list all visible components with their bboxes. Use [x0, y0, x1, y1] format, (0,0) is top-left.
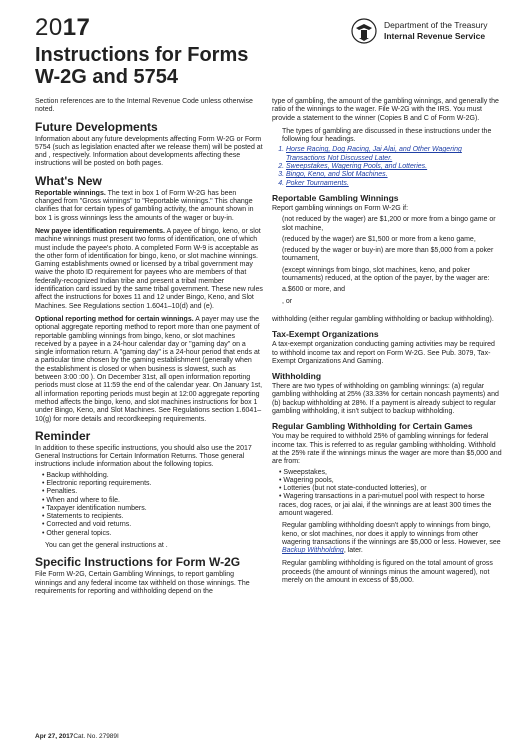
tax-exempt-text: A tax-exempt organization conducting gaming activities may be required to withhold income tax and report on Form W-2G. See Pub. 3079, Tax-Exempt Organizations And Gaming. [272, 341, 495, 365]
regular-withholding-text: You may be required to withhold 25% of gambling winnings for federal income tax. This is referred to as regular gambling withholding. Withhold at the 25% rate if the winnings minus the wager are more than $5,000 and are from: [272, 433, 502, 466]
list-item: • Corrected and void returns. [42, 521, 263, 529]
title-line-1: Instructions for Forms [35, 44, 249, 66]
list-item: • When and where to file. [42, 497, 263, 505]
gambling-type-link[interactable]: 3. Bingo, Keno, and Slot Machines. [286, 171, 502, 179]
agency-department: Department of the Treasury [384, 20, 488, 30]
future-developments-text: Information about any future developments affecting Form W-2G or Form 5754 (such as legislation enacted after we release them) will be posted at and , respectively. Information about developments affecting these instructions will be posted on both pages. [35, 135, 263, 168]
withholding-heading: Withholding [272, 371, 322, 382]
list-item: • Taxpayer identification numbers. [42, 505, 263, 513]
gambling-types-list [286, 146, 502, 187]
rule-bingo: (not reduced by the wager) are $1,200 or more from a bingo game or slot machine, [282, 216, 496, 232]
agency-irs: Internal Revenue Service [384, 31, 486, 41]
optional-reporting-paragraph: Optional reporting method for certain winnings. A payer may use the optional aggregate reporting method to report more than one payment of reportable gambling winnings from bingo, keno, or slot machines received by a payee in a 24-hour calendar day or "gaming day" on a single information return. A "gaming day" is a 24-hour period that ends at a particular time chosen by the gaming establishment (generally when the establishment is closed or when business is slowest, such as between 3:00 :00 ). On December 31st, all open information reporting periods must close at 11:59 the end of the calendar year. On January 1st, all information reporting periods must begin at 12:00 aggregate reporting method affects the bingo, keno, and slot machines instructions for box 1 under Bingo, Keno, and Slot Machines. See Regulations section 1.6041–10(g) for more details and recordkeeping requirements. [35, 315, 263, 423]
right-column [272, 98, 502, 590]
reminder-text: In addition to these specific instructions, you should also use the 2017 General Instructions for Certain Information Returns. Those general instructions include information about the following topics. [35, 444, 252, 469]
list-item: • Other general topics. [42, 530, 263, 538]
future-developments-heading: Future Developments [35, 119, 158, 134]
withholding-tail: withholding (either regular gambling withholding or backup withholding). [272, 315, 494, 323]
gambling-type-link[interactable]: 4. Poker Tournaments. [286, 180, 502, 188]
payee-id-paragraph: New payee identification requirements. A payee of bingo, keno, or slot machine winnings must present two forms of identification, one of which must include the payee's photo. A completed Form W-9 is acceptable as the other form of identification for bingo, keno, or slot machine winnings. Gaming establishments owned or licensed by a tribal government may waive the photo ID requirement for payees who are members of that federally-recognized Indian tribe and present a tribal member identification card issued by the same tribal government. These new rules affect the instructions for boxes 11 and 12 under Bingo, Keno, and Slot Machines. See Regulations section 1.6041–10(d) and (e). [35, 227, 263, 310]
reportable-winnings-lead: Reportable winnings. [35, 189, 106, 197]
irs-eagle-logo-icon [350, 18, 378, 44]
withholding-text: There are two types of withholding on gambling winnings: (a) regular gambling withholding at 25% (33.33% for certain noncash payments) and (b) backup withholding at 28%. If a payment is already subject to regular gambling withholding, it isn't subject to backup withholding. [272, 383, 499, 416]
list-item: • Wagering pools, [279, 477, 502, 485]
left-column [35, 98, 263, 601]
gambling-type-link[interactable]: 1. Horse Racing, Dog Racing, Jai Alai, and Other Wagering Transactions Not Discussed Later. [286, 146, 502, 163]
page-title [35, 44, 248, 88]
backup-withholding-link[interactable]: Backup Withholding [282, 547, 344, 555]
payee-id-lead: New payee identification requirements. [35, 227, 165, 235]
types-intro: The types of gambling are discussed in these instructions under the following four headings. [282, 127, 492, 144]
catalog-number: Cat. No. 27989I [73, 733, 119, 740]
tax-year: 2017 [35, 14, 91, 41]
title-line-2: W-2G and 5754 [35, 66, 178, 88]
continued-text: type of gambling, the amount of the gambling winnings, and generally the ratio of the winnings to the wager. File W-2G with the IRS. You must provide a statement to the winner (Copies B and C of Form W-2G). [272, 98, 499, 122]
revision-date: Apr 27, 2017 [35, 733, 74, 740]
list-item: • Statements to recipients. [42, 513, 263, 521]
gambling-type-link[interactable]: 2. Sweepstakes, Wagering Pools, and Lotteries. [286, 163, 502, 171]
list-item: • Sweepstakes, [279, 469, 502, 477]
intro-text: Section references are to the Internal Revenue Code unless otherwise noted. [35, 98, 253, 114]
list-item: • Penalties. [42, 488, 263, 496]
reportable-winnings-paragraph: Reportable winnings. The text in box 1 of Form W-2G has been changed from "Gross winnings" to "Reportable winnings." This change clarifies that for certain types of gambling activity, the amount shown in box 1 is gross winnings less the amounts of the wager or buy-in. [35, 189, 254, 222]
reminder-list [35, 472, 263, 538]
reportable-gambling-intro: Report gambling winnings on Form W-2G if: [272, 204, 409, 212]
rule-b: , or [282, 297, 293, 305]
specific-instructions-heading: Specific Instructions for Form W-2G [35, 555, 241, 570]
regular-withholding-note: Regular gambling withholding doesn't apply to winnings from bingo, keno, or slot machines, nor does it apply to winnings from other wagering transactions if the winnings are $5,000 or less. However, see Backup Withholding, later. [282, 522, 501, 555]
rule-poker: (reduced by the wager or buy-in) are more than $5,000 from a poker tournament, [282, 247, 494, 263]
regular-withholding-heading: Regular Gambling Withholding for Certain Games [272, 421, 473, 432]
list-item: • Wagering transactions in a pari-mutuel pool with respect to horse races, dog races, or jai alai, if the winnings are at least 300 times the amount wagered. [279, 493, 502, 518]
optional-reporting-lead: Optional reporting method for certain winnings. [35, 315, 194, 323]
list-item: • Electronic reporting requirements. [42, 480, 263, 488]
regular-withholding-list [272, 469, 502, 519]
reportable-gambling-heading: Reportable Gambling Winnings [272, 192, 399, 203]
page-footer [35, 733, 119, 740]
list-item: • Backup withholding. [42, 472, 263, 480]
whats-new-heading: What's New [35, 173, 102, 188]
specific-instructions-text: File Form W-2G, Certain Gambling Winnings, to report gambling winnings and any federal income tax withheld on those winnings. The requirements for reporting and withholding depend on the [35, 571, 250, 595]
rule-other: (except winnings from bingo, slot machines, keno, and poker tournaments) reduced, at the option of the payer, by the wager are: [282, 266, 490, 283]
tax-exempt-heading: Tax-Exempt Organizations [272, 329, 379, 340]
rule-keno: (reduced by the wager) are $1,500 or more from a keno game, [282, 235, 476, 243]
rule-a: a.$600 or more, and [282, 286, 346, 294]
general-instructions-text: You can get the general instructions at . [45, 542, 168, 550]
regular-withholding-figure: Regular gambling withholding is figured on the total amount of gross proceeds (the amount of winnings minus the amount wagered), not merely on the amount in excess of $5,000. [282, 560, 493, 585]
reminder-heading: Reminder [35, 428, 91, 443]
list-item: • Lotteries (but not state-conducted lotteries), or [279, 485, 502, 493]
